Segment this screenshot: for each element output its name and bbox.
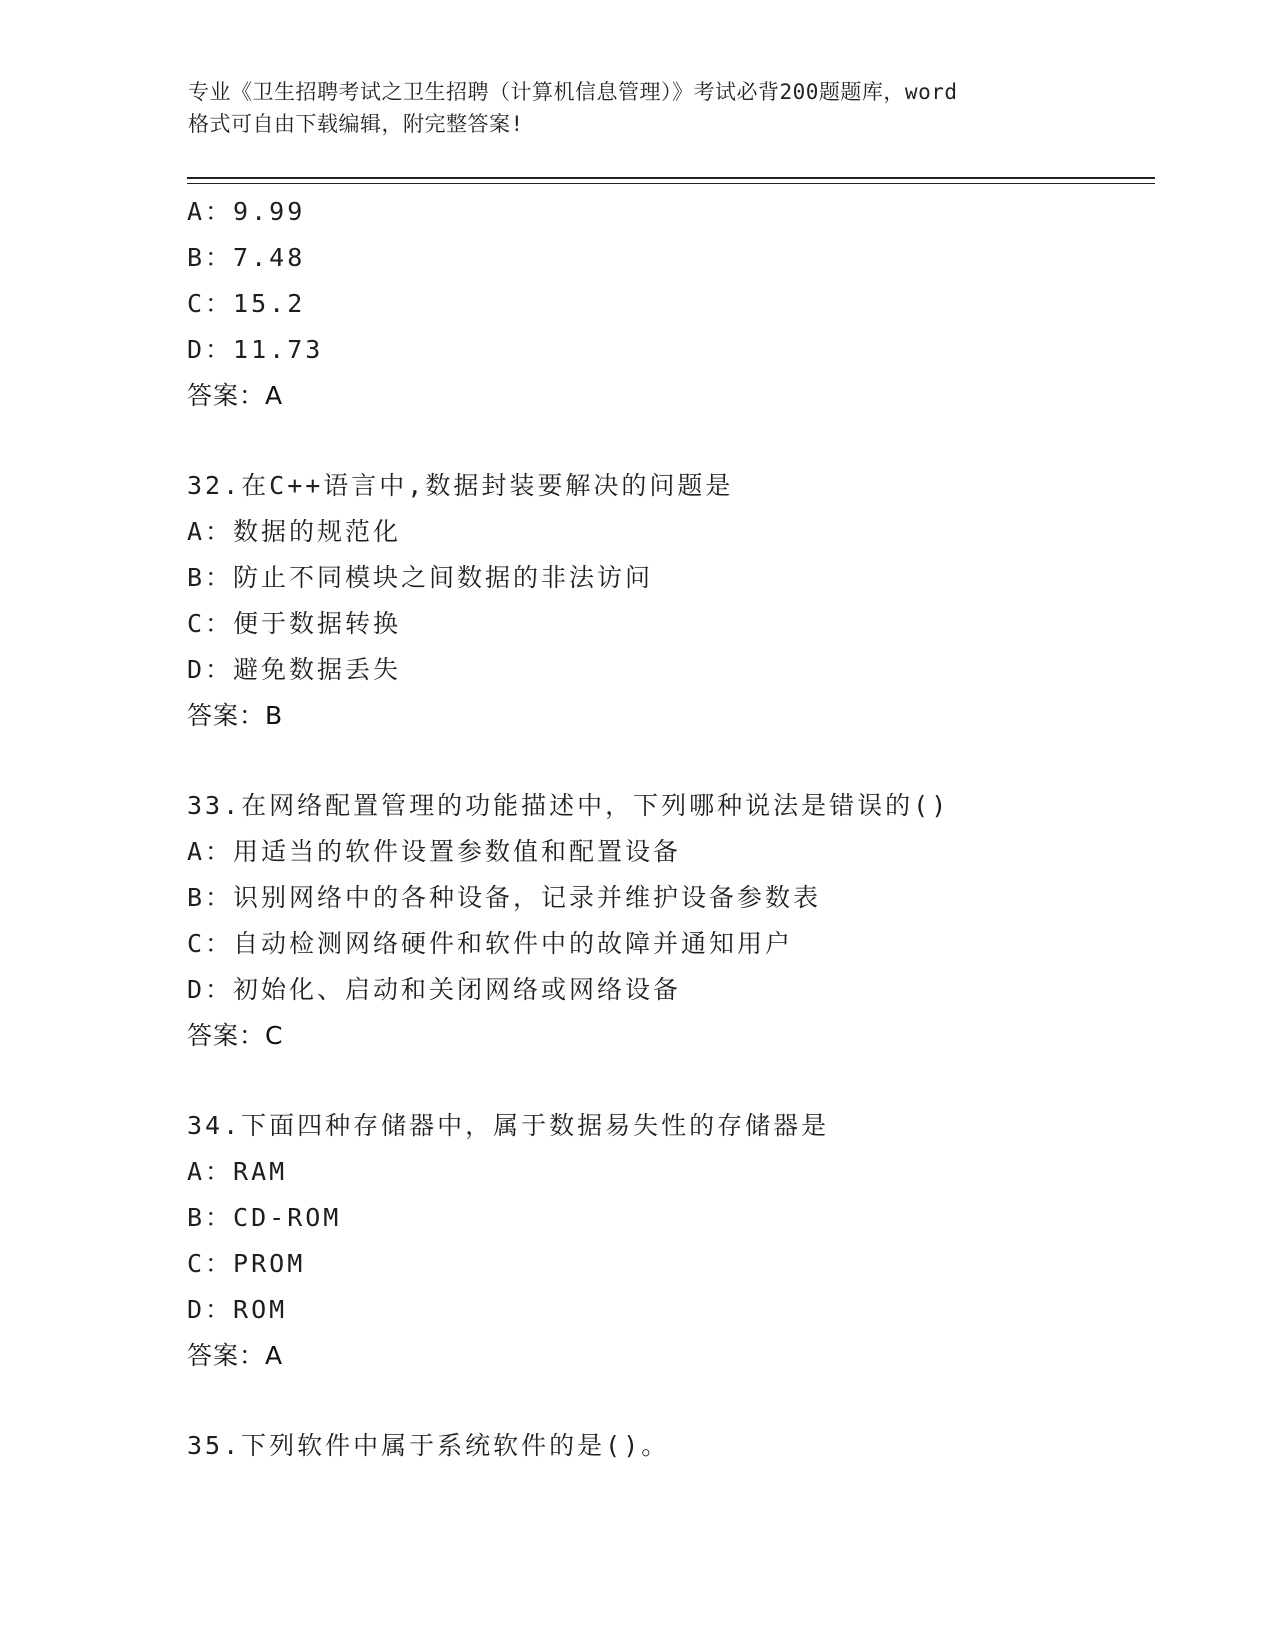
question-list xyxy=(187,189,1147,1469)
question-block xyxy=(187,1423,1147,1469)
answer-line: 答案：B xyxy=(187,701,284,730)
header-divider-thick xyxy=(187,177,1155,179)
option-b: B：7.48 xyxy=(187,243,306,272)
option-a: A：用适当的软件设置参数值和配置设备 xyxy=(187,837,682,866)
option-d: D：ROM xyxy=(187,1295,288,1324)
option-c: C：PROM xyxy=(187,1249,306,1278)
question-block xyxy=(187,783,1147,1059)
document-header xyxy=(188,76,1088,140)
option-c: C：便于数据转换 xyxy=(187,609,402,638)
header-line-2: 格式可自由下载编辑，附完整答案! xyxy=(188,112,524,136)
option-b: B：识别网络中的各种设备，记录并维护设备参数表 xyxy=(187,883,822,912)
option-a: A：9.99 xyxy=(187,197,306,226)
option-d: D：避免数据丢失 xyxy=(187,655,402,684)
option-a: A：RAM xyxy=(187,1157,288,1186)
question-text: 34.下面四种存储器中，属于数据易失性的存储器是 xyxy=(187,1111,830,1140)
answer-line: 答案：C xyxy=(187,1021,284,1050)
option-c: C：自动检测网络硬件和软件中的故障并通知用户 xyxy=(187,929,794,958)
answer-line: 答案：A xyxy=(187,381,284,410)
question-block xyxy=(187,463,1147,739)
header-line-1: 专业《卫生招聘考试之卫生招聘（计算机信息管理）》考试必背200题题库，word xyxy=(188,80,958,104)
option-c: C：15.2 xyxy=(187,289,306,318)
option-b: B：CD-ROM xyxy=(187,1203,342,1232)
option-d: D：11.73 xyxy=(187,335,324,364)
option-a: A：数据的规范化 xyxy=(187,517,402,546)
question-block xyxy=(187,189,1147,419)
question-text: 33.在网络配置管理的功能描述中，下列哪种说法是错误的() xyxy=(187,791,950,820)
option-b: B：防止不同模块之间数据的非法访问 xyxy=(187,563,654,592)
header-divider-thin xyxy=(187,183,1155,184)
question-text: 32.在C++语言中,数据封装要解决的问题是 xyxy=(187,471,734,500)
question-text: 35.下列软件中属于系统软件的是()。 xyxy=(187,1431,670,1460)
question-block xyxy=(187,1103,1147,1379)
option-d: D：初始化、启动和关闭网络或网络设备 xyxy=(187,975,682,1004)
answer-line: 答案：A xyxy=(187,1341,284,1370)
